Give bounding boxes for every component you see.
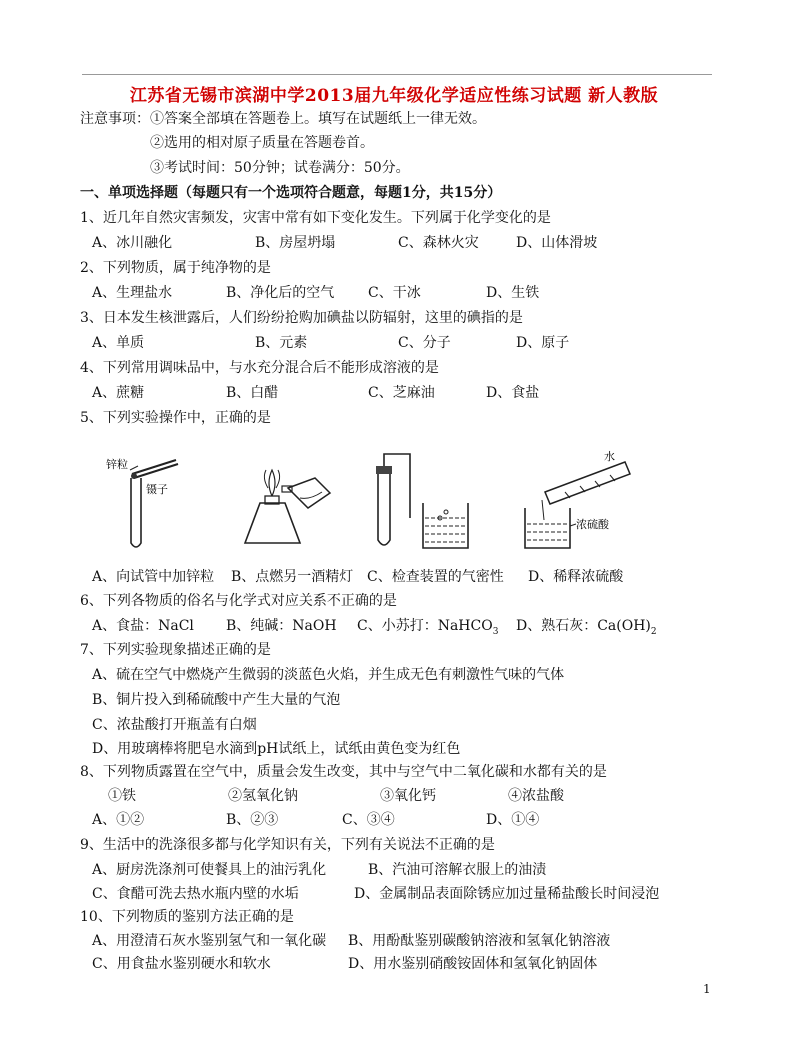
option-c: C、森林火灾 (398, 235, 479, 251)
option-a: A、向试管中加锌粒 (92, 569, 215, 585)
note-1: ①答案全部填在答题卷上。填写在试题纸上一律无效。 (150, 111, 486, 127)
question-7-stem: 7、下列实验现象描述正确的是 (80, 642, 271, 658)
option-d-text: D、熟石灰：Ca(OH) (516, 618, 651, 634)
question-1-stem: 1、近几年自然灾害频发，灾害中常有如下变化发生。下列属于化学变化的是 (80, 210, 551, 226)
option-b: B、元素 (255, 335, 308, 351)
option-a: A、厨房洗涤剂可使餐具上的油污乳化 (92, 862, 327, 878)
question-4-stem: 4、下列常用调味品中，与水充分混合后不能形成溶液的是 (80, 360, 439, 376)
diagram-add-zinc (96, 448, 196, 558)
q7-option-c: C、浓盐酸打开瓶盖有白烟 (92, 717, 257, 733)
page-title: 江苏省无锡市滨湖中学2013届九年级化学适应性练习试题 新人教版 (129, 86, 659, 106)
item-2: ②氢氧化钠 (228, 788, 298, 804)
option-d: D、食盐 (486, 385, 540, 401)
label-tweezers: 镊子 (146, 484, 168, 496)
option-d: D、①④ (486, 812, 540, 828)
question-6-stem: 6、下列各物质的俗名与化学式对应关系不正确的是 (80, 593, 397, 609)
option-b: B、白醋 (226, 385, 279, 401)
option-d: D、用水鉴别硝酸铵固体和氢氧化钠固体 (348, 956, 598, 972)
option-c-subscript: 3 (492, 626, 499, 637)
option-b: B、房屋坍塌 (255, 235, 336, 251)
option-d: D、原子 (516, 335, 570, 351)
page-number: 1 (703, 982, 711, 996)
option-b: B、净化后的空气 (226, 285, 335, 301)
option-c (357, 617, 498, 641)
item-4: ④浓盐酸 (508, 788, 564, 804)
question-2-stem: 2、下列物质，属于纯净物的是 (80, 260, 271, 276)
option-c: C、芝麻油 (368, 385, 435, 401)
note-2: ②选用的相对原子质量在答题卷首。 (150, 135, 374, 151)
option-d: D、山体滑坡 (516, 235, 598, 251)
option-d: D、稀释浓硫酸 (528, 569, 624, 585)
label-zinc: 锌粒 (106, 459, 128, 471)
q7-option-a: A、硫在空气中燃烧产生微弱的淡蓝色火焰，并生成无色有刺激性气味的气体 (92, 667, 565, 683)
q7-option-d: D、用玻璃棒将肥皂水滴到pH试纸上，试纸由黄色变为红色 (92, 741, 461, 757)
item-1: ①铁 (108, 788, 136, 804)
notes-label: 注意事项： (80, 111, 150, 127)
question-3-stem: 3、日本发生核泄露后，人们纷纷抢购加碘盐以防辐射，这里的碘指的是 (80, 310, 523, 326)
option-c: C、分子 (398, 335, 451, 351)
header-rule (82, 74, 712, 75)
option-b: B、纯碱：NaOH (226, 618, 337, 634)
question-10-stem: 10、下列物质的鉴别方法正确的是 (80, 909, 294, 925)
option-a: A、生理盐水 (92, 285, 173, 301)
note-3: ③考试时间：50分钟；试卷满分：50分。 (150, 160, 410, 176)
option-c: C、食醋可洗去热水瓶内壁的水垢 (92, 886, 299, 902)
option-b: B、用酚酞鉴别碳酸钠溶液和氢氧化钠溶液 (348, 933, 611, 949)
label-water: 水 (604, 451, 615, 463)
option-d: D、金属制品表面除锈应加过量稀盐酸长时间浸泡 (354, 886, 660, 902)
question-5-stem: 5、下列实验操作中，正确的是 (80, 410, 271, 426)
option-d (516, 617, 657, 641)
q7-option-b: B、铜片投入到稀硫酸中产生大量的气泡 (92, 692, 341, 708)
option-c: C、检查装置的气密性 (367, 569, 504, 585)
option-c: C、③④ (342, 812, 395, 828)
item-3: ③氧化钙 (380, 788, 436, 804)
option-d: D、生铁 (486, 285, 540, 301)
question-9-stem: 9、生活中的洗涤很多都与化学知识有关，下列有关说法不正确的是 (80, 837, 495, 853)
option-c: C、用食盐水鉴别硬水和软水 (92, 956, 271, 972)
option-a: A、冰川融化 (92, 235, 173, 251)
option-b: B、②③ (226, 812, 279, 828)
option-a: A、①② (92, 812, 145, 828)
question-8-stem: 8、下列物质露置在空气中，质量会发生改变，其中与空气中二氧化碳和水都有关的是 (80, 764, 607, 780)
option-a: A、用澄清石灰水鉴别氢气和一氧化碳 (92, 933, 327, 949)
notes (80, 110, 486, 128)
option-d-subscript: 2 (650, 626, 657, 637)
option-a: A、蔗糖 (92, 385, 145, 401)
diagram-alcohol-lamp (230, 448, 340, 558)
diagram-dilute-acid (520, 448, 670, 558)
section-heading: 一、单项选择题（每题只有一个选项符合题意，每题1分，共15分） (80, 185, 502, 201)
option-b: B、汽油可溶解衣服上的油渍 (368, 862, 547, 878)
label-conc-acid: 浓硫酸 (576, 519, 609, 531)
diagram-airtightness (368, 448, 478, 558)
option-c-text: C、小苏打：NaHCO (357, 618, 493, 634)
option-c: C、干冰 (368, 285, 421, 301)
option-a: A、食盐：NaCl (92, 618, 194, 634)
option-b: B、点燃另一酒精灯 (231, 569, 354, 585)
option-a: A、单质 (92, 335, 145, 351)
